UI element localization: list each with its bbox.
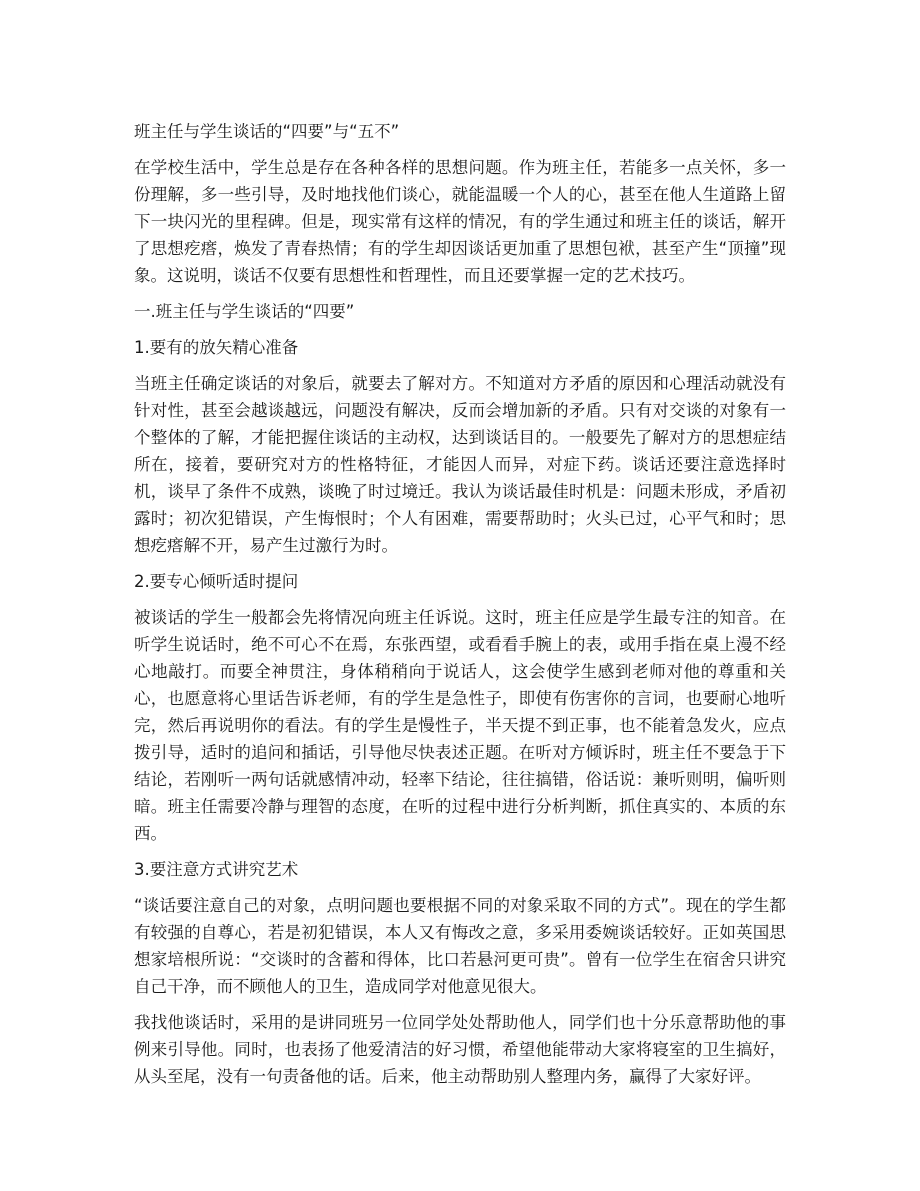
- item-2-paragraph: 被谈话的学生一般都会先将情况向班主任诉说。这时，班主任应是学生最专注的知音。在听学生说话时，绝不可心不在焉，东张西望，或看看手腕上的表，或用手指在桌上漫不经心地敲打。而要全神贯注，身体稍稍向于说话人，这会使学生感到老师对他的尊重和关心，也愿意将心里话告诉老师，有的学生是急性子，即使有伤害你的言词，也要耐心地听完，然后再说明你的看法。有的学生是慢性子，半天提不到正事，也不能着急发火，应点拨引导，适时的追问和插话，引导他尽快表述正题。在听对方倾诉时，班主任不要急于下结论，若刚听一两句话就感情冲动，轻率下结论，往往搞错，俗话说：兼听则明，偏听则暗。班主任需要冷静与理智的态度，在听的过程中进行分析判断，抓住真实的、本质的东西。: [134, 608, 786, 843]
- item-1-paragraph: 当班主任确定谈话的对象后，就要去了解对方。不知道对方矛盾的原因和心理活动就没有针对性，甚至会越谈越远，问题没有解决，反而会增加新的矛盾。只有对交谈的对象有一个整体的了解，才能把握住谈话的主动权，达到谈话目的。一般要先了解对方的思想症结所在，接着，要研究对方的性格特征，才能因人而异，对症下药。谈话还要注意选择时机，谈早了条件不成熟，谈晚了时过境迁。我认为谈话最佳时机是：问题未形成，矛盾初露时；初次犯错误，产生悔恨时；个人有困难，需要帮助时；火头已过，心平气和时；思想疙瘩解不开，易产生过激行为时。: [134, 374, 786, 555]
- item-3-paragraph-continued: 我找他谈话时，采用的是讲同班另一位同学处处帮助他人，同学们也十分乐意帮助他的事例来引导他。同时，也表扬了他爱清洁的好习惯，希望他能带动大家将寝室的卫生搞好，从头至尾，没有一句责备他的话。后来，他主动帮助别人整理内务，赢得了大家好评。: [134, 1013, 786, 1086]
- item-3-paragraph: “谈话要注意自己的对象，点明问题也要根据不同的对象采取不同的方式”。现在的学生都有较强的自尊心，若是初犯错误，本人又有悔改之意，多采用委婉谈话较好。正如英国思想家培根所说：“交谈时的含蓄和得体，比口若悬河更可贵”。曾有一位学生在宿舍只讲究自己干净，而不顾他人的卫生，造成同学对他意见很大。: [134, 896, 786, 996]
- item-1-heading: 1.要有的放矢精心准备: [134, 338, 299, 357]
- document-title: 班主任与学生谈话的“四要”与“五不”: [134, 122, 400, 141]
- item-3-heading: 3.要注意方式讲究艺术: [134, 860, 299, 879]
- item-2-heading: 2.要专心倾听适时提问: [134, 572, 299, 591]
- section-heading: 一.班主任与学生谈话的“四要”: [134, 302, 355, 321]
- intro-paragraph: 在学校生活中，学生总是存在各种各样的思想问题。作为班主任，若能多一点关怀，多一份理解，多一些引导，及时地找他们谈心，就能温暖一个人的心，甚至在他人生道路上留下一块闪光的里程碑。但是，现实常有这样的情况，有的学生通过和班主任的谈话，解开了思想疙瘩，焕发了青春热情；有的学生却因谈话更加重了思想包袱，甚至产生“顶撞”现象。这说明，谈话不仅要有思想性和哲理性，而且还要掌握一定的艺术技巧。: [134, 158, 786, 285]
- document-body: [134, 118, 786, 1099]
